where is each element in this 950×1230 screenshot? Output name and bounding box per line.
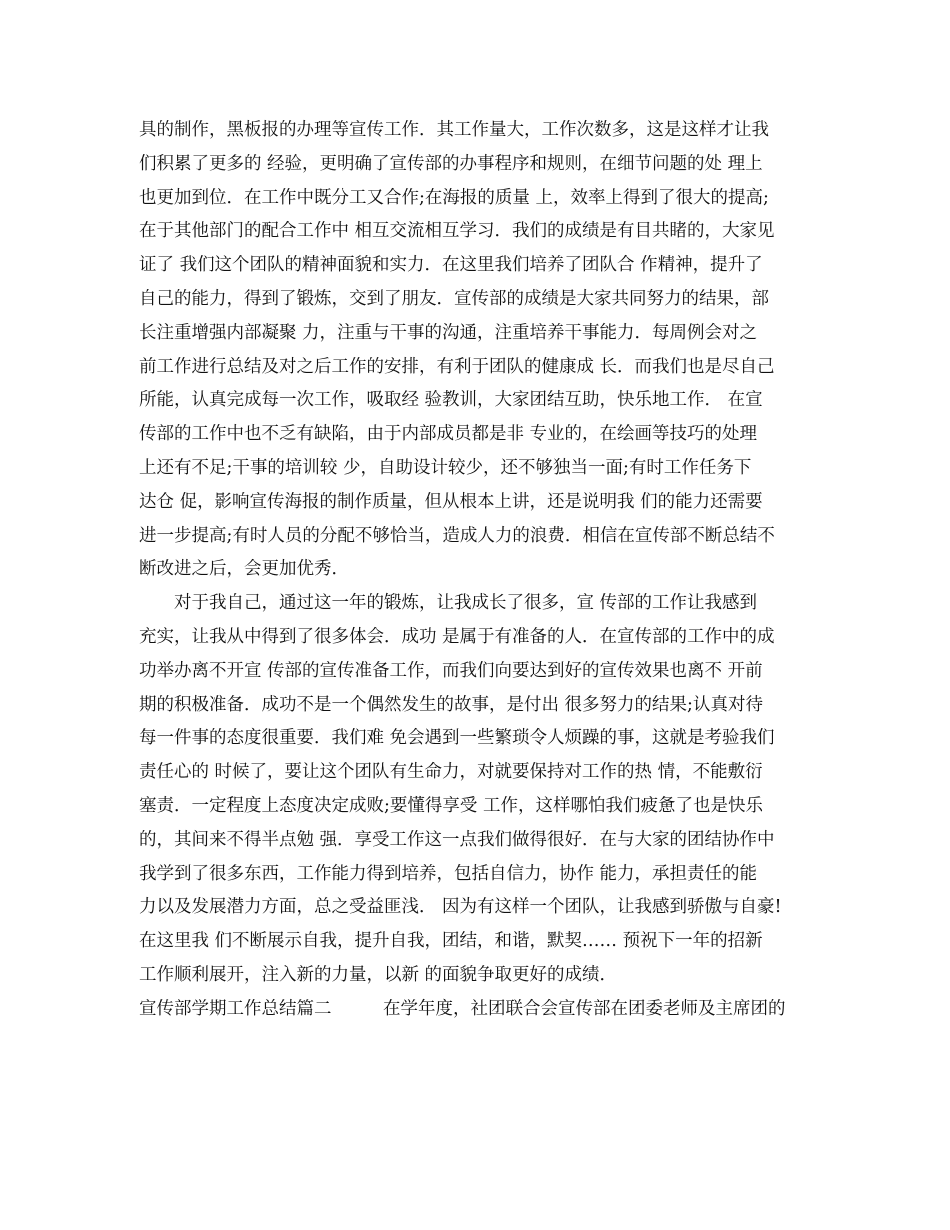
text-line: 充实，让我从中得到了很多体会．成功 是属于有准备的人．在宣传部的工作中的成 [139, 626, 775, 647]
text-line: 也更加到位．在工作中既分工又合作;在海报的质量 上，效率上得到了很大的提高; [139, 187, 769, 208]
text-line: 功举办离不开宣 传部的宣传准备工作，而我们向要达到好的宣传效果也离不 开前 [139, 660, 763, 681]
text-line: 的，其间来不得半点勉 强．享受工作这一点我们做得很好．在与大家的团结协作中 [139, 829, 775, 850]
text-line: 长注重增强内部凝聚 力，注重与干事的沟通，注重培养干事能力．每周例会对之 [139, 322, 758, 343]
text-line: 自己的能力，得到了锻炼，交到了朋友．宣传部的成绩是大家共同努力的结果，部 [139, 288, 769, 309]
text-line: 我学到了很多东西，工作能力得到培养，包括自信力，协作 能力，承担责任的能 [139, 863, 758, 884]
text-line: 责任心的 时候了，要让这个团队有生命力，对就要保持对工作的热 情，不能敷衍 [139, 762, 763, 783]
text-line: 具的制作，黑板报的办理等宣传工作．其工作量大，工作次数多，这是这样才让我 [139, 120, 769, 140]
text-line: 每一件事的态度很重要．我们难 免会遇到一些繁琐令人烦躁的事，这就是考验我们 [139, 728, 775, 749]
text-line: 对于我自己，通过这一年的锻炼，让我成长了很多，宣 传部的工作让我感到 [174, 593, 758, 614]
text-line: 上还有不足;干事的培训较 少，自助设计较少，还不够独当一面;有时工作任务下 [139, 457, 752, 478]
paragraph-self-reflection [139, 587, 819, 993]
section-heading-line [139, 993, 819, 1027]
text-line: 塞责．一定程度上态度决定成败;要懂得享受 工作，这样哪怕我们疲惫了也是快乐 [139, 795, 763, 816]
section-heading: 宣传部学期工作总结篇二 [139, 998, 332, 1019]
text-line: 在于其他部门的配合工作中 相互交流相互学习．我们的成绩是有目共睹的，大家见 [139, 221, 775, 242]
text-line: 断改进之后，会更加优秀． [139, 559, 349, 580]
document-body [139, 114, 819, 1027]
text-line: 传部的工作中也不乏有缺陷，由于内部成员都是非 专业的，在绘画等技巧的处理 [139, 424, 758, 445]
text-line: 力以及发展潜力方面，总之受益匪浅． 因为有这样一个团队，让我感到骄傲与自豪! [139, 897, 782, 918]
text-line: 所能，认真完成每一次工作，吸取经 验教训，大家团结互助，快乐地工作． 在宣 [139, 390, 763, 411]
text-line: 达仓 促，影响宣传海报的制作质量，但从根本上讲，还是说明我 们的能力还需要 [139, 491, 763, 512]
text-line: 进一步提高;有时人员的分配不够恰当，造成人力的浪费．相信在宣传部不断总结不 [139, 525, 775, 546]
text-line: 在这里我 们不断展示自我，提升自我，团结，和谐，默契…… 预祝下一年的招新 [139, 931, 763, 952]
text-line: 证了 我们这个团队的精神面貌和实力．在这里我们培养了团队合 作精神，提升了 [139, 255, 763, 276]
section-intro-text: 在学年度，社团联合会宣传部在团委老师及主席团的 [383, 998, 786, 1019]
paragraph-continued [139, 114, 819, 587]
text-line: 前工作进行总结及对之后工作的安排，有利于团队的健康成 长．而我们也是尽自己 [139, 356, 775, 377]
text-line: 们积累了更多的 经验，更明确了宣传部的办事程序和规则，在细节问题的处 理上 [139, 153, 763, 174]
text-line: 工作顺利展开，注入新的力量，以新 的面貌争取更好的成绩． [139, 964, 618, 985]
text-line: 期的积极准备．成功不是一个偶然发生的故事，是付出 很多努力的结果;认真对待 [139, 694, 763, 715]
